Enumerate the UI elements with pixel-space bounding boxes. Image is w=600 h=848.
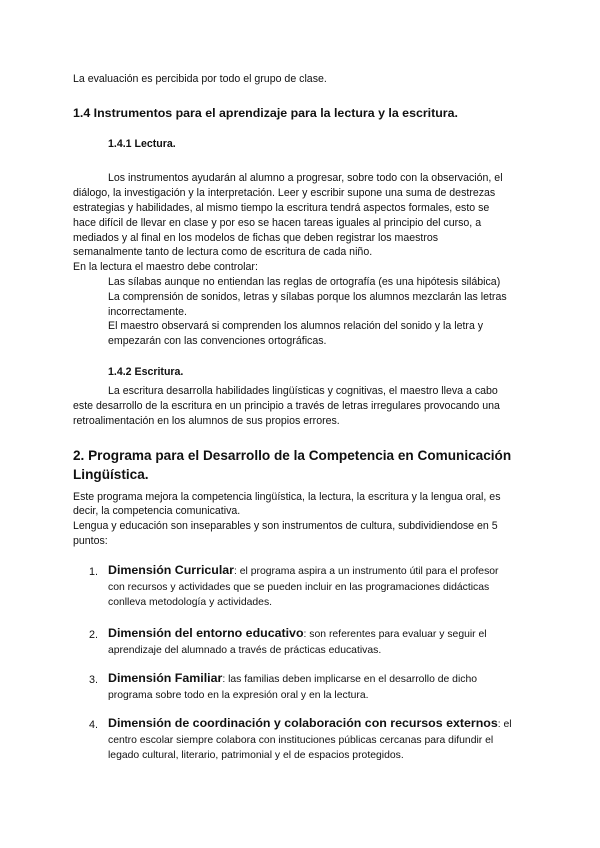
heading-line: 2. Programa para el Desarrollo de la Competencia en Comunicación	[73, 448, 512, 463]
list-item-first-line	[108, 563, 499, 579]
paragraph-line: hace difícil de llevar en clase y por eso se hacen tareas iguales al principio del curso, a	[73, 217, 482, 229]
control-intro: En la lectura el maestro debe controlar:	[73, 261, 258, 273]
list-number: 4.	[89, 719, 99, 731]
list-item-line: con recursos y actividades que se pueden incluir en las programaciones didácticas	[108, 582, 490, 593]
list-item-first-line	[108, 671, 477, 687]
list-item-first-line	[108, 626, 487, 642]
dimension-description: : el programa aspira a un instrumento útil para el profesor	[234, 566, 499, 577]
list-item: La comprensión de sonidos, letras y sílabas porque los alumnos mezclarán las letras	[108, 291, 507, 303]
list-item-line: conlleva metodología y actividades.	[108, 597, 273, 608]
paragraph-line: Este programa mejora la competencia lingüística, la lectura, la escritura y la lengua oral, es	[73, 491, 501, 503]
list-item: El maestro observará si comprenden los alumnos relación del sonido y la letra y	[108, 320, 484, 332]
paragraph-line: retroalimentación en los alumnos de sus propios errores.	[73, 415, 340, 427]
dimension-description: : son referentes para evaluar y seguir el	[303, 629, 487, 640]
dimension-description: : las familias deben implicarse en el desarrollo de dicho	[222, 674, 478, 685]
dimension-term: Dimensión Familiar	[108, 671, 223, 685]
paragraph-line: mediados y al final en los modelos de fichas que deben registrar los maestros	[73, 232, 439, 244]
list-item-line: aprendizaje del alumnado a través de prácticas educativas.	[108, 645, 382, 656]
paragraph-line: semanalmente tanto de lectura como de escritura de cada niño.	[73, 246, 373, 258]
subsection-1-4-2-heading: 1.4.2 Escritura.	[108, 366, 184, 378]
list-item: Las sílabas aunque no entiendan las reglas de ortografía (es una hipótesis silábica)	[108, 276, 501, 288]
dimension-term: Dimensión del entorno educativo	[108, 626, 304, 640]
dimension-term: Dimensión Curricular	[108, 563, 234, 577]
paragraph-line: La escritura desarrolla habilidades lingüísticas y cognitivas, el maestro lleva a cabo	[108, 385, 498, 397]
list-item-line: centro escolar siempre colabora con instituciones públicas cercanas para difundir el	[108, 735, 494, 746]
list-item: incorrectamente.	[108, 306, 187, 318]
list-item-line: legado cultural, literario, patrimonial y el de espacios protegidos.	[108, 750, 404, 761]
dimension-description: : el	[497, 719, 512, 730]
paragraph-line: puntos:	[73, 535, 108, 547]
section-1-4-heading: 1.4 Instrumentos para el aprendizaje para la lectura y la escritura.	[73, 106, 458, 120]
paragraph-line: Los instrumentos ayudarán al alumno a progresar, sobre todo con la observación, el	[108, 172, 503, 184]
paragraph-line: Lengua y educación son inseparables y son instrumentos de cultura, subdividiendose en 5	[73, 520, 498, 532]
list-item-line: programa sobre todo en la expresión oral y en la lectura.	[108, 690, 369, 701]
dimension-term: Dimensión de coordinación y colaboración con recursos externos	[108, 716, 498, 730]
list-number: 3.	[89, 674, 99, 686]
intro-text: La evaluación es percibida por todo el grupo de clase.	[73, 73, 327, 85]
paragraph-line: estrategias y habilidades, al mismo tiempo la escritura tendrá aspectos formales, esto se	[73, 202, 490, 214]
paragraph-line: diálogo, la investigación y la interpretación. Leer y escribir supone una suma de destrezas	[73, 187, 496, 199]
list-item: empezarán con las convenciones ortográficas.	[108, 335, 327, 347]
list-item-first-line	[108, 716, 512, 732]
heading-line: Lingüística.	[73, 467, 149, 482]
list-number: 2.	[89, 629, 99, 641]
list-number: 1.	[89, 566, 99, 578]
paragraph-line: este desarrollo de la escritura en un principio a través de letras irregulares provocando una	[73, 400, 500, 412]
subsection-1-4-1-heading: 1.4.1 Lectura.	[108, 138, 176, 150]
paragraph-line: decir, la competencia comunicativa.	[73, 505, 241, 517]
